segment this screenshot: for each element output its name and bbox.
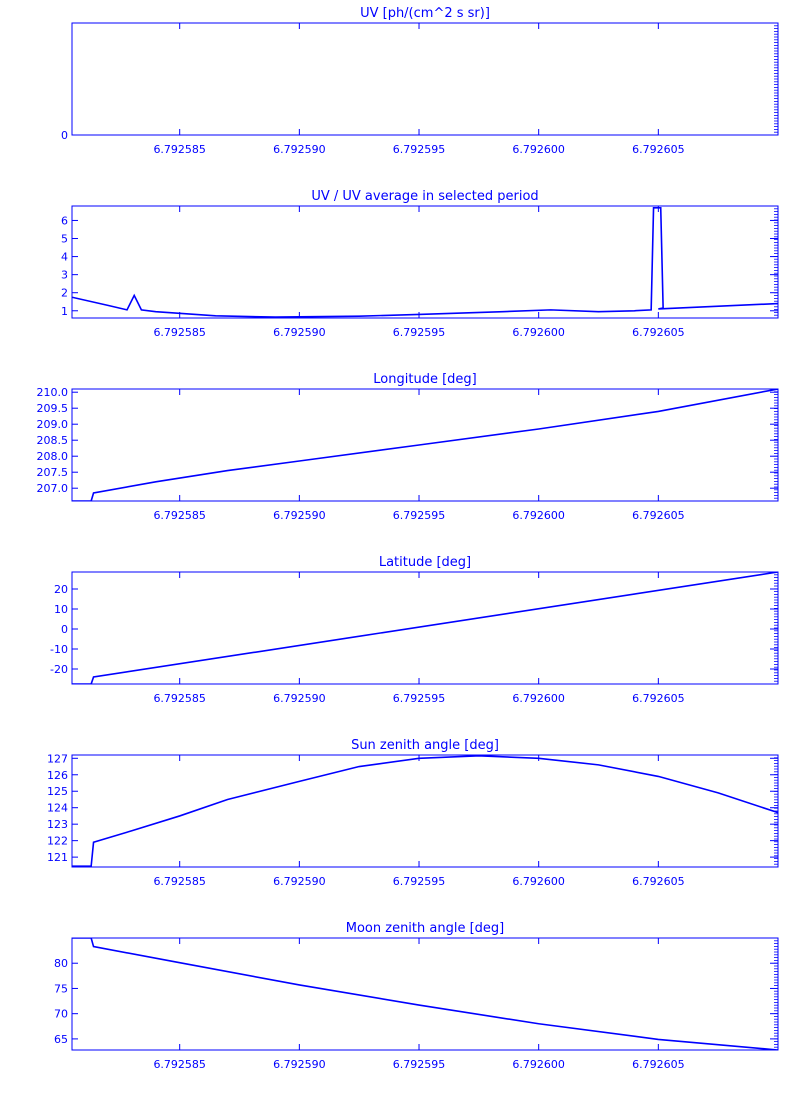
y-tick-label: 209.5: [36, 402, 68, 416]
chart-panel-5: [47, 738, 778, 888]
y-tick-label: 127: [47, 752, 68, 766]
plot-frame: [72, 23, 778, 135]
y-tick-label: 10: [54, 603, 68, 616]
y-tick-label: 2: [61, 286, 68, 300]
y-tick-label: 209.0: [36, 418, 68, 432]
x-tick-label: 6.792585: [153, 875, 206, 888]
x-tick-label: 6.792605: [632, 509, 685, 522]
chart-title: Moon zenith angle [deg]: [345, 921, 505, 936]
y-tick-label: 122: [47, 834, 68, 848]
y-tick-label: -10: [50, 643, 68, 656]
x-tick-label: 6.792585: [153, 692, 206, 705]
x-tick-label: 6.792600: [512, 1058, 565, 1071]
x-tick-label: 6.792600: [512, 509, 565, 522]
x-tick-label: 6.792590: [273, 875, 326, 888]
y-tick-label: 208.5: [36, 434, 68, 448]
y-tick-label: 208.0: [36, 450, 68, 464]
series-line: [72, 756, 778, 866]
plot-frame: [72, 938, 778, 1050]
chart-panel-6: [54, 921, 778, 1071]
x-tick-label: 6.792590: [273, 326, 326, 339]
y-tick-label: 124: [47, 801, 68, 815]
y-tick-label: 123: [47, 818, 68, 832]
x-tick-label: 6.792595: [392, 509, 446, 522]
y-tick-label: 70: [54, 1007, 68, 1021]
y-tick-label: 207.0: [36, 482, 68, 496]
y-tick-label: 1: [61, 304, 68, 318]
series-line: [72, 938, 778, 1050]
x-tick-label: 6.792605: [632, 143, 685, 156]
series-line: [72, 389, 778, 501]
chart-title: Longitude [deg]: [373, 372, 477, 387]
x-tick-label: 6.792590: [273, 509, 326, 522]
x-tick-label: 6.792585: [153, 1058, 206, 1071]
x-tick-label: 6.792595: [392, 1058, 446, 1071]
series-line: [72, 208, 778, 317]
chart-panel-3: [37, 372, 779, 522]
y-tick-label: 0: [61, 129, 68, 142]
y-tick-label: 6: [61, 214, 68, 228]
x-tick-label: 6.792585: [153, 326, 206, 339]
series-line: [72, 572, 778, 684]
x-tick-label: 6.792590: [273, 143, 326, 156]
chart-title: UV [ph/(cm^2 s sr)]: [360, 6, 490, 21]
y-tick-label: 4: [61, 250, 68, 264]
y-tick-label: 210.0: [36, 386, 68, 400]
x-tick-label: 6.792590: [273, 1058, 326, 1071]
y-tick-label: 20: [54, 583, 68, 596]
chart-panel-4: [50, 555, 778, 705]
chart-title: UV / UV average in selected period: [311, 189, 539, 204]
y-tick-label: 126: [47, 768, 68, 782]
chart-title: Latitude [deg]: [378, 555, 472, 570]
x-tick-label: 6.792585: [153, 509, 206, 522]
x-tick-label: 6.792600: [512, 143, 565, 156]
y-tick-label: -20: [50, 663, 68, 676]
x-tick-label: 6.792595: [392, 326, 446, 339]
y-tick-label: 75: [54, 982, 68, 996]
y-tick-label: 121: [47, 851, 68, 865]
x-tick-label: 6.792595: [392, 143, 446, 156]
x-tick-label: 6.792605: [632, 1058, 685, 1071]
chart-title: Sun zenith angle [deg]: [351, 738, 499, 753]
x-tick-label: 6.792585: [153, 143, 206, 156]
y-tick-label: 3: [61, 268, 68, 282]
y-tick-label: 125: [47, 785, 68, 799]
x-tick-label: 6.792590: [273, 692, 326, 705]
x-tick-label: 6.792605: [632, 692, 685, 705]
chart-panel-2: [61, 189, 778, 339]
x-tick-label: 6.792595: [392, 692, 446, 705]
x-tick-label: 6.792600: [512, 326, 565, 339]
x-tick-label: 6.792605: [632, 326, 685, 339]
plot-frame: [72, 755, 778, 867]
y-tick-label: 65: [54, 1032, 68, 1046]
x-tick-label: 6.792600: [512, 875, 565, 888]
plot-frame: [72, 206, 778, 318]
x-tick-label: 6.792605: [632, 875, 685, 888]
y-tick-label: 0: [61, 623, 68, 636]
y-tick-label: 80: [54, 957, 68, 971]
x-tick-label: 6.792600: [512, 692, 565, 705]
x-tick-label: 6.792595: [392, 875, 446, 888]
chart-panel-1: [23, 0, 778, 156]
y-tick-label: 5: [61, 232, 68, 246]
y-tick-label: 207.5: [36, 466, 68, 480]
